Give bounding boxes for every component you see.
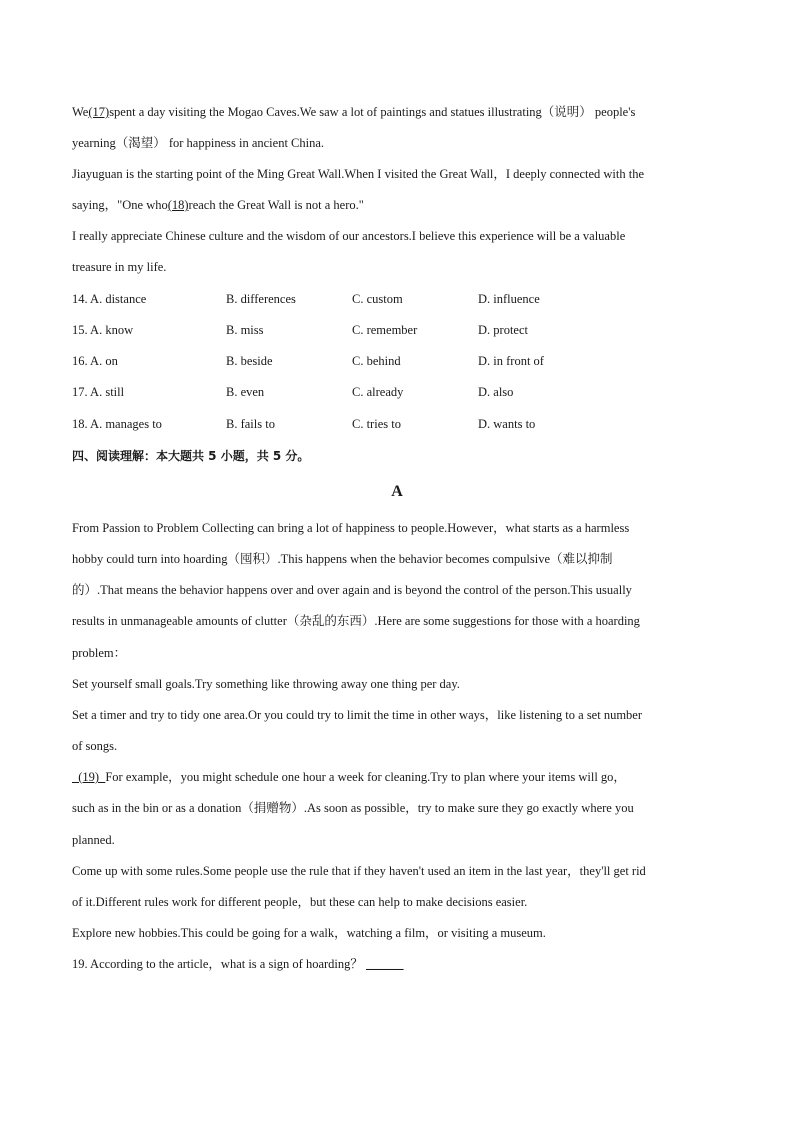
answer-blank: ______ <box>366 957 404 971</box>
question-row <box>72 322 732 338</box>
question-19 <box>72 956 732 972</box>
passage-title: A <box>391 483 403 500</box>
passage-line <box>72 197 732 213</box>
passage-line: results in unmanageable amounts of clutter（杂乱的东西）.Here are some suggestions for those with a hoarding <box>72 614 640 628</box>
passage-line: problem： <box>72 646 127 660</box>
question-row <box>72 353 732 369</box>
option-c: C. custom <box>352 292 403 306</box>
passage-line: of it.Different rules work for different people，but these can help to make decisions easier. <box>72 895 528 909</box>
text: For example，you might schedule one hour a week for cleaning.Try to plan where your items will go， <box>105 770 626 784</box>
passage-line: such as in the bin or as a donation（捐赠物）.As soon as possible，try to make sure they go exactly where you <box>72 801 634 815</box>
option-a: 18. A. manages to <box>72 417 162 431</box>
option-b: B. miss <box>226 323 264 337</box>
passage-line: planned. <box>72 833 115 847</box>
question-row <box>72 291 732 307</box>
option-c: C. tries to <box>352 417 401 431</box>
passage-line: hobby could turn into hoarding（囤积）.This happens when the behavior becomes compulsive（难以抑制 <box>72 552 613 566</box>
option-d: D. influence <box>478 292 540 306</box>
passage-line <box>72 769 732 785</box>
option-c: C. already <box>352 385 404 399</box>
passage-line: Set yourself small goals.Try something like throwing away one thing per day. <box>72 677 460 691</box>
blank-17: (17) <box>88 105 110 119</box>
passage-line: Set a timer and try to tidy one area.Or you could try to limit the time in other ways，like listening to a set number <box>72 708 643 722</box>
option-a: 17. A. still <box>72 385 125 399</box>
question-text: 19. According to the article，what is a sign of hoarding？ <box>72 957 363 971</box>
question-row <box>72 384 732 400</box>
text: We <box>72 105 89 119</box>
option-b: B. fails to <box>226 417 275 431</box>
blank-18: (18) <box>167 198 189 212</box>
passage-line: Come up with some rules.Some people use the rule that if they haven't used an item in the last year，they'll get rid <box>72 864 646 878</box>
passage-line: of songs. <box>72 739 118 753</box>
option-c: C. behind <box>352 354 401 368</box>
passage-line: I really appreciate Chinese culture and the wisdom of our ancestors.I believe this experience will be a valuable <box>72 229 626 243</box>
passage-line: yearning（渴望） for happiness in ancient China. <box>72 136 325 150</box>
option-d: D. protect <box>478 323 528 337</box>
option-b: B. differences <box>226 292 296 306</box>
option-a: 15. A. know <box>72 323 134 337</box>
option-a: 16. A. on <box>72 354 118 368</box>
text: saying，"One who <box>72 198 168 212</box>
text: reach the Great Wall is not a hero." <box>188 198 364 212</box>
passage-line: Jiayuguan is the starting point of the Ming Great Wall.When I visited the Great Wall，I deeply connected with the <box>72 167 645 181</box>
section-heading: 四、阅读理解：本大题共 5 小题，共 5 分。 <box>72 449 310 463</box>
passage-line <box>72 104 732 120</box>
option-d: D. also <box>478 385 514 399</box>
option-d: D. in front of <box>478 354 544 368</box>
option-a: 14. A. distance <box>72 292 147 306</box>
option-b: B. even <box>226 385 265 399</box>
question-row <box>72 416 732 432</box>
text: spent a day visiting the Mogao Caves.We saw a lot of paintings and statues illustrating（说明） people's <box>109 105 636 119</box>
option-c: C. remember <box>352 323 418 337</box>
passage-line: Explore new hobbies.This could be going for a walk，watching a film，or visiting a museum. <box>72 926 546 940</box>
option-d: D. wants to <box>478 417 536 431</box>
passage-line: From Passion to Problem Collecting can bring a lot of happiness to people.However，what starts as a harmless <box>72 521 630 535</box>
blank-19: (19) <box>72 770 106 784</box>
option-b: B. beside <box>226 354 273 368</box>
passage-line: 的）.That means the behavior happens over and over again and is beyond the control of the person.This usually <box>72 583 632 597</box>
passage-line: treasure in my life. <box>72 260 167 274</box>
